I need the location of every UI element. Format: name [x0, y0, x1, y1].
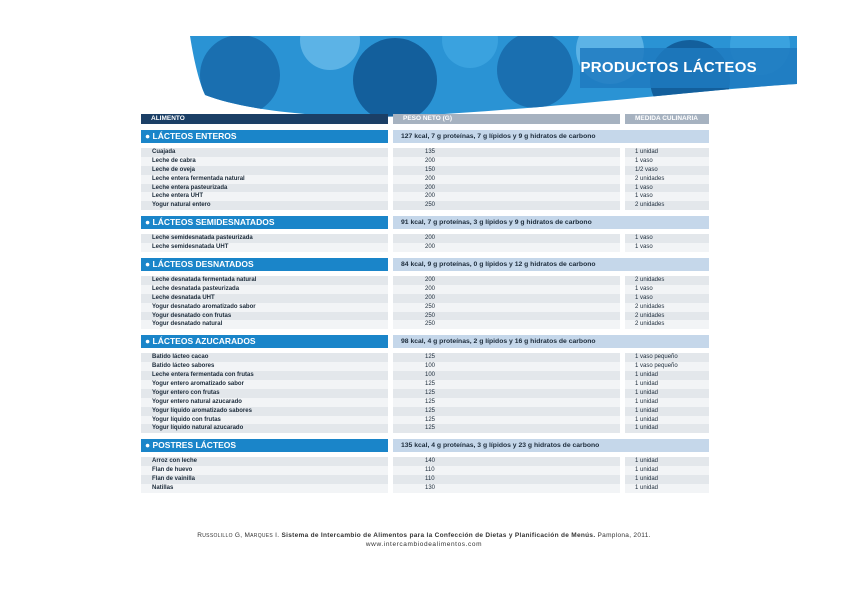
section-name: ● LÁCTEOS ENTEROS [141, 130, 388, 143]
food-weight: 125 [425, 354, 436, 361]
table-row [141, 243, 709, 252]
food-measure: 1 unidad [635, 381, 659, 388]
food-name: Cuajada [152, 149, 176, 155]
food-measure: 1 unidad [635, 389, 659, 396]
section-nutrition: 84 kcal, 9 g proteínas, 0 g lípidos y 12 g hidratos de carbono [393, 258, 709, 271]
food-measure: 1 vaso [635, 235, 653, 242]
food-weight: 200 [425, 235, 436, 242]
food-measure: 2 unidades [635, 321, 665, 328]
food-name: Yogur líquido natural azucarado [152, 425, 244, 432]
food-measure: 1 unidad [635, 476, 659, 483]
food-measure: 1 vaso [635, 193, 653, 200]
table-row [141, 166, 709, 175]
food-measure: 1 vaso pequeño [635, 363, 678, 370]
food-weight: 125 [425, 389, 436, 396]
food-weight: 125 [425, 398, 436, 405]
food-weight: 200 [425, 193, 436, 200]
food-name: Leche de cabra [152, 157, 196, 164]
section-nutrition: 91 kcal, 7 g proteínas, 3 g lípidos y 9 g hidratos de carbono [393, 216, 709, 229]
food-weight: 125 [425, 425, 436, 432]
table-row [141, 353, 709, 362]
table-row [141, 148, 709, 157]
food-weight: 125 [425, 381, 436, 388]
food-measure: 1 unidad [635, 485, 659, 492]
food-name: Leche semidesnatada pasteurizada [152, 235, 253, 242]
food-measure: 1 unidad [635, 407, 659, 414]
food-measure: 1 unidad [635, 416, 659, 423]
table-row [141, 475, 709, 484]
food-section [141, 335, 709, 433]
table-row [141, 157, 709, 166]
section-name: ● LÁCTEOS SEMIDESNATADOS [141, 216, 388, 229]
food-measure: 2 unidades [635, 312, 665, 319]
sections [141, 130, 709, 493]
table-row [141, 192, 709, 201]
food-measure: 1 vaso [635, 294, 653, 301]
food-name: Yogur líquido aromatizado sabores [152, 407, 252, 414]
food-name: Natillas [152, 485, 174, 492]
food-name: Leche de oveja [152, 166, 196, 173]
table-row [141, 407, 709, 416]
section-name: ● POSTRES LÁCTEOS [141, 439, 388, 452]
table-row [141, 398, 709, 407]
food-name: Leche semidesnatada UHT [152, 244, 229, 251]
section-name: ● LÁCTEOS DESNATADOS [141, 258, 388, 271]
food-section [141, 258, 709, 329]
food-weight: 150 [425, 166, 436, 173]
page-title: PRODUCTOS LÁCTEOS [580, 59, 757, 76]
footer-citation [0, 532, 848, 548]
food-name: Yogur entero con frutas [152, 389, 220, 396]
table-row [141, 201, 709, 210]
table-row [141, 416, 709, 425]
food-weight: 250 [425, 312, 436, 319]
food-name: Leche entera fermentada natural [152, 175, 245, 182]
food-weight: 125 [425, 416, 436, 423]
table-row [141, 184, 709, 193]
food-table [141, 114, 709, 493]
table-row [141, 457, 709, 466]
table-row [141, 484, 709, 493]
food-name: Batido lácteo sabores [152, 363, 215, 370]
section-name: ● LÁCTEOS AZUCARADOS [141, 335, 388, 348]
food-measure: 1 unidad [635, 149, 659, 155]
food-section [141, 130, 709, 210]
food-name: Leche desnatada pasteurizada [152, 285, 240, 292]
section-header [141, 258, 709, 271]
food-weight: 110 [425, 467, 435, 474]
table-row [141, 285, 709, 294]
table-row [141, 303, 709, 312]
footer-authors: Russolillo G, Marques I. [197, 532, 280, 539]
food-measure: 1 unidad [635, 425, 659, 432]
food-measure: 2 unidades [635, 202, 665, 209]
food-section [141, 439, 709, 493]
table-row [141, 175, 709, 184]
food-name: Batido lácteo cacao [152, 354, 209, 361]
section-header [141, 439, 709, 452]
food-weight: 200 [425, 277, 436, 284]
food-name: Leche entera pasteurizada [152, 184, 228, 191]
food-name: Yogur entero aromatizado sabor [152, 381, 244, 388]
food-weight: 140 [425, 458, 436, 465]
food-name: Yogur entero natural azucarado [152, 398, 242, 405]
food-name: Leche entera UHT [152, 193, 204, 200]
food-measure: 1 vaso [635, 285, 653, 292]
food-weight: 100 [425, 363, 436, 370]
food-name: Arroz con leche [152, 458, 198, 465]
food-measure: 1 unidad [635, 467, 659, 474]
food-name: Yogur desnatado aromatizado sabor [152, 303, 256, 310]
table-row [141, 371, 709, 380]
food-name: Yogur líquido con frutas [152, 416, 221, 423]
food-name: Yogur desnatado natural [152, 321, 223, 328]
food-measure: 1 unidad [635, 372, 659, 379]
food-measure: 2 unidades [635, 175, 665, 182]
food-measure: 2 unidades [635, 277, 665, 284]
section-nutrition: 135 kcal, 4 g proteínas, 3 g lípidos y 23 g hidratos de carbono [393, 439, 709, 452]
table-row [141, 389, 709, 398]
food-measure: 1 vaso [635, 157, 653, 164]
food-name: Leche entera fermentada con frutas [152, 372, 254, 379]
table-row [141, 294, 709, 303]
food-weight: 200 [425, 175, 436, 182]
food-weight: 110 [425, 476, 435, 483]
food-weight: 135 [425, 149, 436, 155]
section-header [141, 216, 709, 229]
food-measure: 1 unidad [635, 398, 659, 405]
table-row [141, 362, 709, 371]
table-row [141, 466, 709, 475]
footer-work: Sistema de Intercambio de Alimentos para la Confección de Dietas y Planificación de Menús. [281, 532, 596, 539]
food-weight: 100 [425, 372, 436, 379]
food-measure: 2 unidades [635, 303, 665, 310]
food-name: Leche desnatada fermentada natural [152, 277, 257, 284]
food-measure: 1 vaso [635, 184, 653, 191]
footer-place: Pamplona, 2011. [597, 532, 651, 539]
food-weight: 250 [425, 202, 436, 209]
food-weight: 250 [425, 303, 436, 310]
food-measure: 1 vaso pequeño [635, 354, 678, 361]
food-weight: 125 [425, 407, 436, 414]
food-name: Yogur desnatado con frutas [152, 312, 232, 319]
table-row [141, 276, 709, 285]
table-row [141, 424, 709, 433]
food-weight: 250 [425, 321, 436, 328]
food-name: Yogur natural entero [152, 202, 211, 209]
table-row [141, 234, 709, 243]
section-header [141, 335, 709, 348]
header-alimento: ALIMENTO [141, 114, 388, 124]
table-row [141, 320, 709, 329]
food-weight: 200 [425, 285, 436, 292]
food-weight: 130 [425, 485, 436, 492]
food-name: Leche desnatada UHT [152, 294, 215, 301]
food-weight: 200 [425, 294, 436, 301]
food-measure: 1/2 vaso [635, 166, 658, 173]
section-header [141, 130, 709, 143]
food-measure: 1 vaso [635, 244, 653, 251]
food-section [141, 216, 709, 252]
footer-url[interactable]: www.intercambiodealimentos.com [365, 541, 483, 548]
food-weight: 200 [425, 184, 436, 191]
table-row [141, 312, 709, 321]
section-nutrition: 98 kcal, 4 g proteínas, 2 g lípidos y 16 g hidratos de carbono [393, 335, 709, 348]
food-name: Flan de huevo [152, 467, 193, 474]
header-medida: MEDIDA CULINARIA [625, 114, 709, 124]
food-measure: 1 unidad [635, 458, 659, 465]
section-nutrition: 127 kcal, 7 g proteínas, 7 g lípidos y 9 g hidratos de carbono [393, 130, 709, 143]
table-row [141, 380, 709, 389]
header-peso: PESO NETO (G) [393, 114, 620, 124]
food-weight: 200 [425, 157, 436, 164]
food-name: Flan de vainilla [152, 476, 196, 483]
table-header [141, 114, 709, 124]
food-weight: 200 [425, 244, 436, 251]
